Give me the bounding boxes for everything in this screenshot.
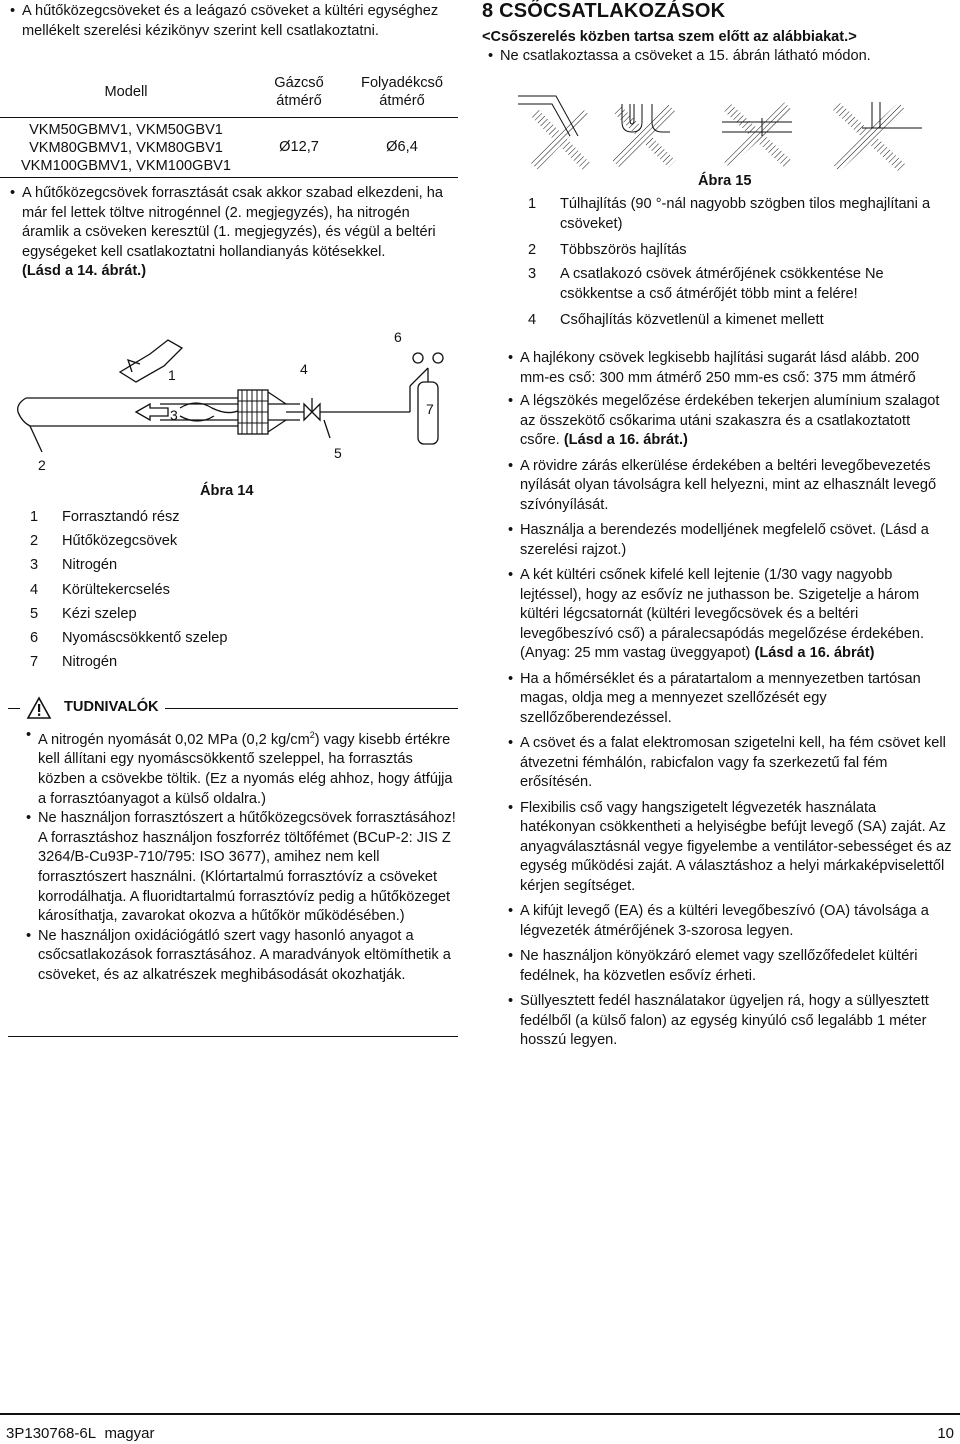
callout-2: 2 — [38, 457, 46, 473]
list-item: • Ha a hőmérséklet és a páratartalom a mennyezetben tartósan magas, oldja meg a mennyezet szellőzését egy szellőzőberendezéssel. — [502, 670, 952, 729]
header-liquid-line2: átmérő — [379, 93, 425, 110]
doc-code: 3P130768-6L — [6, 1425, 97, 1442]
first-bullet: • Ne csatlakoztassa a csöveket a 15. ábrán látható módon. — [482, 47, 960, 67]
list-item: 4 Csőhajlítás közvetlenül a kimenet mellett — [528, 312, 824, 328]
brazing-figure-ref: (Lásd a 14. ábrát.) — [22, 263, 147, 279]
pipe-size-table — [0, 68, 458, 178]
section-subtitle: <Csőszerelés közben tartsa szem előtt az alábbiakat.> — [482, 29, 857, 45]
table-row — [0, 117, 458, 177]
model-1: VKM50GBMV1, VKM50GBV1 — [29, 122, 223, 138]
footer-rule — [0, 1413, 960, 1415]
notice-header — [20, 696, 165, 720]
notice-item-1: • A nitrogén nyomását 0,02 MPa (0,2 $kg/cm^2$) vagy kisebb értékre kell állítani egy nyomáscsökkentő szeleppel, ha forrasztás közben a csövekbe töltik. (Ez a nyomás elég ahhoz, hogy átfújja a forrasztóanyagot a külső oldalra.) — [20, 726, 456, 809]
notice-title: TUDNIVALÓK — [64, 699, 159, 716]
table-header-row — [0, 68, 458, 117]
figure-15-diagram — [512, 92, 932, 172]
list-item: 5 Kézi szelep — [30, 605, 137, 622]
figure-14-caption: Ábra 14 — [200, 483, 254, 499]
callout-1: 1 — [168, 367, 176, 383]
header-liquid — [346, 68, 458, 117]
list-item: 2 Hűtőközegcsövek — [30, 533, 178, 550]
right-bullet-list — [502, 349, 952, 1051]
figure-14-legend — [30, 505, 450, 674]
callout-5: 5 — [334, 445, 342, 461]
section-title: 8 CSŐCSATLAKOZÁSOK — [482, 0, 726, 22]
figure-15-legend — [528, 194, 948, 330]
list-item: • A két kültéri csőnek kifelé kell lejtenie (1/30 vagy nagyobb lejtéssel), hogy az esővíz ne juthasson be. Szigetelje a három kültéri légcsatornát (kültéri levegőcsövek és a beltéri levegőbeszívó cső) a páralecsapódás megelőzése érdekében. (Anyag: 25 mm vastag üveggyapot) (Lásd a 16. ábrát) — [502, 566, 952, 664]
header-model: Modell — [104, 84, 148, 101]
list-item: • A csövet és a falat elektromosan szigetelni kell, ha fém csövet kell átvezetni fémhálón, rabicfalon vagy fa szerkezetű fal fém erősítésén. — [502, 734, 952, 793]
list-item: • A hajlékony csövek legkisebb hajlítási sugarát lásd alább. 200 mm-es cső: 300 mm átmérő 250 mm-es cső: 375 mm átmérő — [502, 349, 952, 388]
header-gas-line2: átmérő — [276, 93, 322, 110]
list-item: 1 Forrasztandó rész — [30, 509, 180, 525]
gas-diameter: Ø12,7 — [279, 139, 319, 155]
list-item: 1 Túlhajlítás (90 °-nál nagyobb szögben tilos meghajlítani a csöveket) — [528, 196, 931, 232]
callout-7: 7 — [426, 401, 434, 417]
list-item: 6 Nyomáscsökkentő szelep — [30, 630, 228, 647]
callout-3: 3 — [170, 407, 178, 423]
doc-language: magyar — [104, 1425, 155, 1442]
list-item: • A rövidre zárás elkerülése érdekében a beltéri levegőbevezetés nyílását olyan távolságra kell helyezni, mint az elhasznált levegő szívónyílását. — [502, 457, 952, 516]
brazing-paragraph — [4, 184, 450, 282]
list-item: • A légszökés megelőzése érdekében tekerjen alumínium szalagot az összekötő csőkarima utáni szakaszra és a csatlakoztatott csőre. (Lásd a 16. ábrát.) — [502, 392, 952, 451]
list-item: • Használja a berendezés modelljének megfelelő csövet. (Lásd a szerelési rajzot.) — [502, 521, 952, 560]
list-item: 4 Körültekercselés — [30, 581, 170, 598]
callout-6: 6 — [394, 329, 402, 345]
list-item: • Ne használjon könyökzáró elemet vagy szellőzőfedelet kültéri fedélnek, ha közvetlen esővíz érheti. — [502, 947, 952, 986]
intro-paragraph: • A hűtőközegcsöveket és a leágazó csöveket a kültéri egységhez mellékelt szerelési kézikönyv szerint kell csatlakoztatni. — [4, 2, 462, 41]
footer-left — [6, 1424, 154, 1444]
header-liquid-line1: Folyadékcső — [361, 75, 443, 92]
figure-14-diagram — [0, 326, 462, 476]
list-item: 3 Nitrogén — [30, 557, 118, 574]
list-item: • Flexibilis cső vagy hangszigetelt légvezeték használata hatékonyan csökkentheti a helyiségbe befújt levegő (SA) zaját. Az anyagválasztásnál vegye figyelembe a ventilátor-sebességet és az egység működési zaját. A választáshoz a helyi márkaképviselettől kérjen segítséget. — [502, 799, 952, 897]
list-item: 7 Nitrogén — [30, 654, 118, 671]
notice-item-3: • Ne használjon oxidációgátló szert vagy hasonló anyagot a csőcsatlakozások forrasztásához. A maradványok eltömíthetik a csöveket, és az alkatrészek meghibásodását okozhatják. — [20, 927, 456, 986]
notice-body — [20, 726, 456, 986]
list-item: 2 Többszörös hajlítás — [528, 242, 687, 258]
notice-rule-bottom — [8, 1036, 458, 1037]
warning-icon — [26, 696, 52, 720]
header-gas — [252, 68, 346, 117]
model-cell — [0, 117, 252, 177]
list-item: • A kifújt levegő (EA) és a kültéri levegőbeszívó (OA) távolsága a légvezeték átmérőjének 3-szorosa legyen. — [502, 902, 952, 941]
callout-4: 4 — [300, 361, 308, 377]
header-gas-line1: Gázcső — [274, 75, 324, 92]
figure-15-caption: Ábra 15 — [698, 173, 752, 189]
page-number: 10 — [937, 1425, 954, 1442]
brazing-text: A hűtőközegcsövek forrasztását csak akkor szabad elkezdeni, ha már fel lettek töltve nitrogénnel (2. megjegyzés), ha nitrogén áramlik a csöveken keresztül (1. megjegyzés), és végül a beltéri egységeket kell csatlakoztatni hollandianyás kötésekkel. — [22, 185, 444, 260]
list-item: • Süllyesztett fedél használatakor ügyeljen rá, hogy a süllyesztett fedélből (a külső falon) az egység kinyúló cső legalább 1 méter hosszú legyen. — [502, 992, 952, 1051]
list-item: 3 A csatlakozó csövek átmérőjének csökkentése Ne csökkentse a cső átmérőjét több mint a felére! — [528, 266, 884, 302]
liquid-diameter: Ø6,4 — [386, 139, 418, 155]
notice-item-2: • Ne használjon forrasztószert a hűtőközegcsövek forrasztásához! A forrasztáshoz használjon foszforréz töltőfémet (BCuP-2: JIS Z 3264/B-Cu93P-710/795: ISO 3677), amihez nem kell forrasztószert használni. (Klórtartalmú forrasztóvíz a csöveket korrodálhatja. A fluoridtartalmú forrasztóvíz pedig a hűtőközeget károsíthatja, zavarokat okozva a hűtőkör működésében.) — [20, 809, 456, 927]
model-2: VKM80GBMV1, VKM80GBV1 — [29, 140, 223, 156]
model-3: VKM100GBMV1, VKM100GBV1 — [20, 158, 232, 174]
